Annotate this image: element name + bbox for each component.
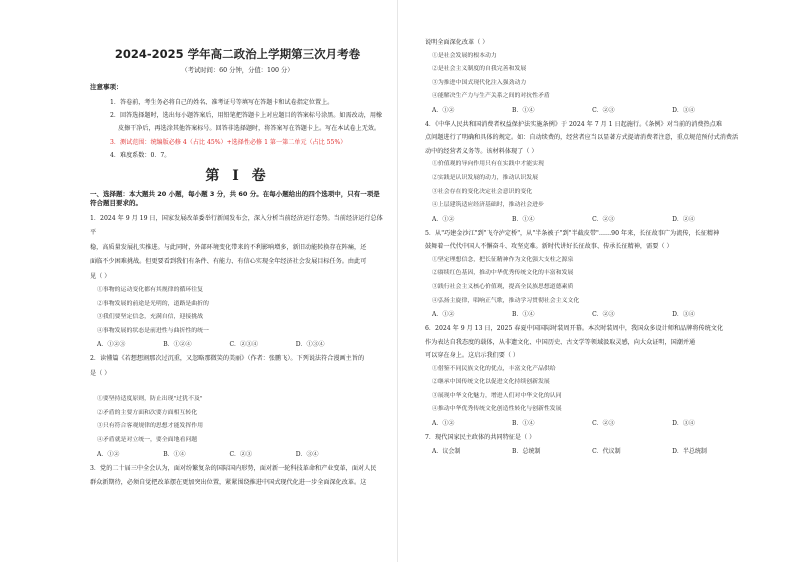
choice-a: A．议会制 [432,447,461,455]
choice-d: D．②④ [672,215,695,223]
option-statement: ③社会存在的变化决定社会意识的变化 [432,188,533,195]
option-statement: ④矛盾就是对立统一，要全面地看问题 [97,437,198,444]
choice-a: A．①②③ [97,341,126,349]
choice-a: A．①② [97,450,120,458]
answer-choices [425,445,780,459]
question-stem-line: 作为表达自我态度的载体，从非遗文化、中国历史、古文学等领域汲取灵感，向大众证明，国潮并通 [425,338,696,346]
question-6 [425,322,780,431]
question-stem-line: 4．《中华人民共和国消费者权益保护法实施条例》于 2024 年 7 月 1 日起施行。《条例》对当前的消费热点难 [425,120,722,128]
note-item: 1．答卷前，考生务必将自己的姓名、准考证号等填写在答题卡和试卷指定位置上。 [110,99,334,106]
choice-c: C．②③ [592,106,615,114]
choice-c: C．②③ [592,215,615,223]
choice-a: A．①② [432,420,455,427]
question-2 [90,352,385,461]
option-statement: ③践行社会主义核心价值观，提高全民族思想道德素质 [432,283,574,290]
choice-b: B．总统制 [512,447,541,455]
question-stem-line: 是（ ） [90,369,111,377]
choice-a: A．①② [432,311,455,319]
option-statement: ②实践是认识发展的动力，推动认识发展 [432,174,539,181]
answer-choices [425,308,780,322]
choice-b: B．①②④ [163,341,192,349]
note-item-scope: 3．测试范围：统编版必修 4（占比 45%）+选择性必修 1 第一第二单元（占比 55%） [110,138,347,146]
option-statement: ④事物发展的状态是前进性与曲折性的统一 [97,327,209,334]
choice-b: B．①④ [512,215,535,223]
option-statement: ④弘扬主旋律，唱响正气歌，推动学习贯彻社会主义文化 [432,297,580,304]
section-heading: 一、选择题：本大题共 20 小题，每小题 3 分，共 60 分。在每小题给出的四个选项中，只有一项是符合题目要求的。 [90,190,380,208]
question-stem-line: 稳，高质量发展扎实推进。与此同时，外部环境变化带来的不利影响增多，新旧动能转换存在阵痛，还 [90,243,367,251]
option-statement: ④推动中华优秀传统文化创造性转化与创新性发展 [432,406,562,413]
option-statement: ②是社会主义制度的自我完善和发展 [432,66,527,73]
choice-d: D．半总统制 [672,447,707,455]
exam-title: 2024-2025 学年高二政治上学期第三次月考卷 [114,47,361,61]
choice-d: D．③④ [672,106,695,114]
option-statement: ④能解决生产力与生产关系之间的对抗性矛盾 [432,93,550,100]
choice-c: C．②③ [229,450,253,458]
question-1 [90,212,385,352]
option-statement: ①价值观的导向作用只有在实践中才能实现 [432,161,544,168]
question-stem-line: 点问题进行了明确和具体的规定。如：自动续费的，经营者应当以显著方式提请消费者注意，重点规范预付式消费活 [425,134,739,142]
option-statement: ③为推进中国式现代化注入强劲动力 [432,79,527,86]
question-stem-line: 1．2024 年 9 月 19 日，国家发展改革委举行新闻发布会，深入分析当前经济运行态势。当前经济运行总体平 [90,215,383,237]
option-statement: ③我们要坚定信念，充满自信，迎接挑战 [97,314,204,321]
choice-c: C．②③ [592,420,615,427]
note-item: 4．难度系数：0．7。 [110,151,171,159]
choice-d: D．①③④ [295,341,325,349]
question-stem-line: 动中的经营者义务等。该材料体现了（ ） [425,147,538,155]
option-statement: ②继承中国传统文化以促进文化持续创新发展 [432,379,550,386]
question-4 [425,118,780,227]
option-statement: ①事物的运动变化都有其规律的循环往复 [97,287,204,294]
question-stem-line: 6．2024 年 9 月 13 日，2025 春夏中国国际时装周开幕。本次时装周中，我国众多设计师和品牌将传统文化 [425,325,724,333]
exam-subtitle: （考试时间：60 分钟，分值：100 分） [181,67,294,74]
question-5 [425,227,780,322]
choice-c: C．②③ [592,311,615,319]
question-stem-line: 3．党的二十届三中全会认为，面对纷繁复杂的国际国内形势，面对新一轮科技革命和产业变革，面对人民 [90,464,377,472]
choice-b: B．①④ [512,106,535,114]
right-page [397,0,794,562]
option-statement: ②赓续红色基因，推动中华优秀传统文化的丰富和发展 [432,270,574,277]
choice-b: B．①④ [163,450,186,458]
option-statement: ①借鉴不同民族文化的优点，丰富文化产品供给 [432,365,556,372]
option-statement: ①要坚持适度原则，防止出现"过犹不及" [97,396,203,403]
option-statement: ①是社会发展的根本动力 [432,52,497,59]
question-stem-line: 说明全面深化改革（ ） [425,39,489,46]
question-stem-line: 群众新期待，必须自觉把改革摆在更加突出位置，紧紧围绕推进中国式现代化进一步全面深化改革。这 [90,479,367,487]
choice-b: B．①④ [512,420,535,427]
choice-a: A．①② [432,215,455,223]
answer-choices [425,104,780,118]
question-7 [425,431,780,459]
option-statement: ③展现中华文化魅力，增进人们对中华文化的认同 [432,392,562,399]
choice-d: D．③④ [672,420,695,427]
notes-heading: 注意事项： [90,83,123,91]
question-stem-line: 7．现代国家民主政体的共同特征是（ ） [425,434,536,441]
choice-b: B．①④ [512,311,535,319]
question-stem-line: 鼓舞着一代代中国人不懈奋斗、攻坚克难。新时代讲好长征故事、传承长征精神，需要（ ） [425,243,673,251]
question-3-continued [425,36,780,118]
option-statement: ②事物发展的前途是光明的，道路是曲折的 [97,300,209,307]
question-stem-line: 面临不少困难挑战。但更要看到我们有条件、有能力、有信心实现全年经济社会发展目标任务。由此可 [90,258,367,266]
answer-choices [90,448,385,462]
choice-d: D．③④ [672,311,695,319]
note-item: 2．回答选择题时，选出每小题答案后，用铅笔把答题卡上对应题目的答案标号涂黑。如需改动，用橡 [110,112,383,120]
option-statement: ①坚定理想信念，把长征精神作为文化强大支柱之源泉 [432,256,574,263]
note-item: 皮擦干净后，再选涂其他答案标号。回答非选择题时，将答案写在答题卡上。写在本试卷上无效。 [118,125,381,133]
question-stem-line: 5．从"巧建金沙江"到"飞夺泸定桥"，从"半条被子"到"半截皮带"……90 年来，长征故事广为流传，长征精神 [425,229,720,237]
choice-c: C．代议制 [592,447,621,455]
question-stem-line: 2．读懂篇《若想想割那次过沉重，又忽略那微笑的美丽》（作者：张鹏飞）。下列说法符合漫画主旨的 [90,355,365,363]
question-3 [90,462,385,491]
option-statement: ③只有符合客观规律的思想才能发挥作用 [97,423,204,430]
option-statement: ④上层建筑适应经济基础时，推动社会进步 [432,202,544,209]
answer-choices [425,213,780,227]
question-stem-line: 见（ ） [90,272,111,280]
choice-c: C．②③④ [229,341,259,349]
question-stem-line: 可以穿在身上。这启示我们要（ ） [425,352,520,360]
option-statement: ②矛盾的主要方面和次要方面相互转化 [97,409,198,416]
choice-d: D．③④ [295,450,319,458]
volume-title: 第 I 卷 [205,168,270,185]
answer-choices [90,338,385,352]
choice-a: A．①② [432,106,455,114]
answer-choices [425,417,780,431]
